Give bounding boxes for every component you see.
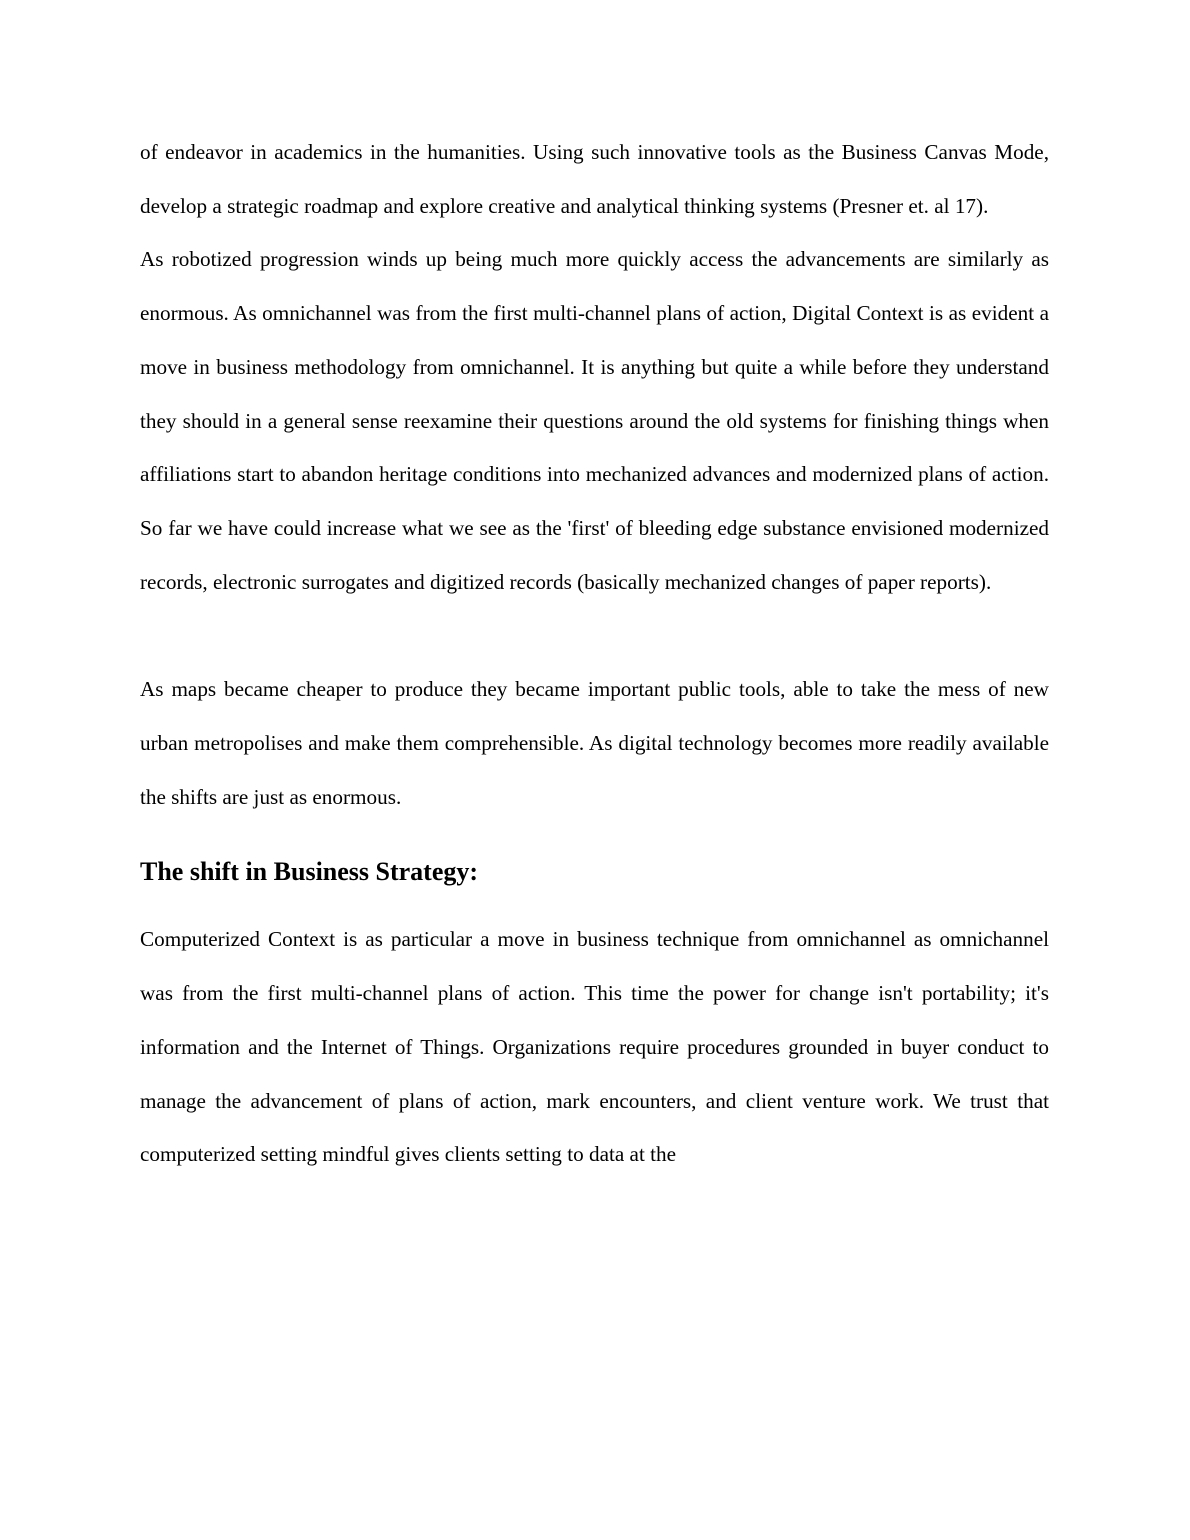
paragraph-continuation: of endeavor in academics in the humanities. Using such innovative tools as the Business Canvas Mode, develop a strategic roadmap and explore creative and analytical thinking systems (Presner et. al 17). <box>140 140 1049 218</box>
paragraph-spacer <box>140 609 1049 663</box>
document-body <box>140 126 1049 1182</box>
paragraph-computerized-context: Computerized Context is as particular a move in business technique from omnichannel as omnichannel was from the first multi-channel plans of action. This time the power for change isn't portability; it's information and the Internet of Things. Organizations require procedures grounded in buyer conduct to manage the advancement of plans of action, mark encounters, and client venture work. We trust that computerized setting mindful gives clients setting to data at the <box>140 927 1049 1167</box>
paragraph-maps: As maps became cheaper to produce they became important public tools, able to take the mess of new urban metropolises and make them comprehensible. As digital technology becomes more readily available the shifts are just as enormous. <box>140 677 1049 809</box>
paragraph-robotized-progression: As robotized progression winds up being much more quickly access the advancements are similarly as enormous. As omnichannel was from the first multi-channel plans of action, Digital Context is as evident a move in business methodology from omnichannel. It is anything but quite a while before they understand they should in a general sense reexamine their questions around the old systems for finishing things when affiliations start to abandon heritage conditions into mechanized advances and modernized plans of action. So far we have could increase what we see as the 'first' of bleeding edge substance envisioned modernized records, electronic surrogates and digitized records (basically mechanized changes of paper reports). <box>140 247 1049 594</box>
section-heading: The shift in Business Strategy: <box>140 857 479 887</box>
